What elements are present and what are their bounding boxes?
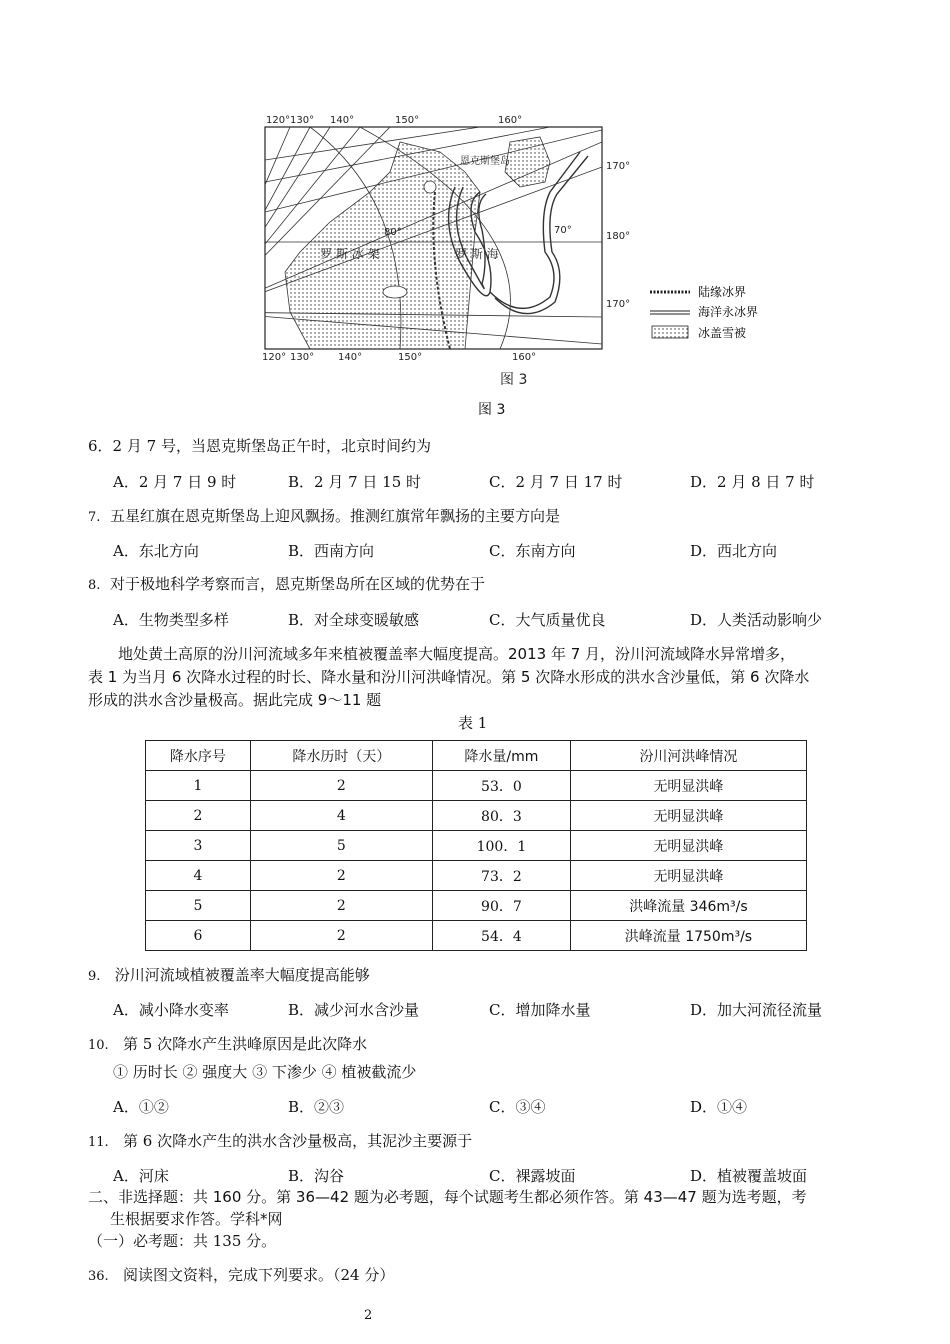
option[interactable]: B．减少河水含沙量	[288, 1001, 420, 1019]
lon-label-bottom: 160°	[512, 352, 537, 363]
section-2-heading-cont: 生根据要求作答。学科*网	[110, 1210, 283, 1228]
question-number: 6．	[88, 437, 113, 455]
figure-caption: 图 3	[478, 402, 506, 418]
option[interactable]: B．沟谷	[288, 1167, 345, 1185]
lon-label-right: 170°	[606, 299, 631, 310]
option[interactable]: B．对全球变暖敏感	[288, 611, 420, 629]
table-row	[146, 891, 807, 921]
table-header-row	[146, 741, 807, 771]
question-number: 7.	[88, 510, 101, 525]
legend-label: 冰盖雪被	[698, 326, 747, 340]
table-cell: 53．0	[432, 771, 570, 801]
table-cell: 54．4	[432, 921, 570, 951]
table-row	[146, 861, 807, 891]
table-header: 降水量/mm	[432, 741, 570, 771]
required-section-label: （一）必考题：共 135 分。	[88, 1232, 277, 1250]
lon-label-top: 150°	[395, 115, 420, 126]
option[interactable]: C．裸露坡面	[489, 1167, 576, 1185]
section-2-heading: 二、非选择题：共 160 分。第 36—42 题为必考题，每个试题考生都必须作答。第 43—47 题为选考题，考	[88, 1188, 807, 1206]
lat-label: 70°	[554, 225, 572, 236]
passage-line: 形成的洪水含沙量极高。据此完成 9～11 题	[88, 691, 382, 709]
island-label: 恩克斯堡岛	[460, 156, 510, 167]
table-cell: 73．2	[432, 861, 570, 891]
table-cell: 洪峰流量 346m³/s	[570, 891, 806, 921]
question-number: 9.	[88, 969, 101, 984]
lon-label-top: 140°	[330, 115, 355, 126]
option[interactable]: B．西南方向	[288, 542, 375, 560]
table-cell: 2	[250, 771, 432, 801]
option[interactable]: D．2 月 8 日 7 时	[690, 473, 815, 491]
table-cell: 5	[250, 831, 432, 861]
table-cell: 6	[146, 921, 251, 951]
table-cell: 4	[146, 861, 251, 891]
table-header: 降水序号	[146, 741, 251, 771]
ice-shelf-label: 罗 斯 冰 架	[320, 247, 380, 261]
legend-label: 海洋永冰界	[698, 305, 759, 319]
option[interactable]: B．②③	[288, 1098, 345, 1116]
question-6	[88, 436, 431, 456]
table-header: 降水历时（天）	[250, 741, 432, 771]
table-cell: 5	[146, 891, 251, 921]
question-text: 对于极地科学考察而言，恩克斯堡岛所在区域的优势在于	[109, 575, 485, 593]
question-text: 第 6 次降水产生的洪水含沙量极高，其泥沙主要源于	[123, 1132, 473, 1150]
lon-label-right: 180°	[606, 231, 631, 242]
option[interactable]: A．东北方向	[113, 542, 199, 560]
question-8	[88, 574, 485, 596]
lon-label-top: 160°	[498, 115, 523, 126]
question-number: 10.	[88, 1038, 109, 1053]
lon-label-bottom: 130°	[290, 352, 315, 363]
table-cell: 洪峰流量 1750m³/s	[570, 921, 806, 951]
option[interactable]: C．2 月 7 日 17 时	[489, 473, 623, 491]
question-11	[88, 1131, 472, 1153]
lon-label-bottom: 150°	[398, 352, 423, 363]
table-row	[146, 771, 807, 801]
question-number: 11.	[88, 1135, 109, 1150]
option[interactable]: A．2 月 7 日 9 时	[113, 473, 237, 491]
table-title: 表 1	[458, 714, 488, 732]
question-10	[88, 1034, 367, 1056]
option[interactable]: D．加大河流径流量	[690, 1001, 823, 1019]
option[interactable]: D．植被覆盖坡面	[690, 1167, 808, 1185]
option[interactable]: A．河床	[113, 1167, 169, 1185]
table-row	[146, 831, 807, 861]
table-cell: 80．3	[432, 801, 570, 831]
question-text: 五星红旗在恩克斯堡岛上迎风飘扬。推测红旗常年飘扬的主要方向是	[109, 507, 560, 525]
question-9	[88, 965, 370, 987]
sea-label: 罗 斯 海	[455, 247, 499, 261]
question-10-statements: ① 历时长 ② 强度大 ③ 下渗少 ④ 植被截流少	[113, 1063, 417, 1081]
table-cell: 2	[250, 861, 432, 891]
table-row	[146, 921, 807, 951]
option[interactable]: C．大气质量优良	[489, 611, 606, 629]
lon-label-bottom: 120°	[262, 352, 287, 363]
legend	[650, 284, 758, 340]
option[interactable]: A．减小降水变率	[113, 1001, 229, 1019]
lon-label-bottom: 140°	[338, 352, 363, 363]
table-cell: 无明显洪峰	[570, 771, 806, 801]
question-text: 阅读图文资料，完成下列要求。（24 分）	[123, 1266, 395, 1284]
table-cell: 2	[250, 921, 432, 951]
lon-label-right: 170°	[606, 161, 631, 172]
table-cell: 3	[146, 831, 251, 861]
option[interactable]: A．①②	[113, 1098, 169, 1116]
option[interactable]: B．2 月 7 日 15 时	[288, 473, 422, 491]
question-number: 36.	[88, 1269, 109, 1284]
table-cell: 无明显洪峰	[570, 831, 806, 861]
lon-label-top: 120°	[266, 115, 291, 126]
option[interactable]: C．东南方向	[489, 542, 576, 560]
question-number: 8.	[88, 578, 101, 593]
precipitation-table	[145, 740, 807, 951]
table-cell: 2	[250, 891, 432, 921]
question-text: 第 5 次降水产生洪峰原因是此次降水	[123, 1035, 368, 1053]
option[interactable]: C．增加降水量	[489, 1001, 591, 1019]
passage-line: 地处黄土高原的汾川河流域多年来植被覆盖率大幅度提高。2013 年 7 月，汾川河流域降水异常增多，	[118, 645, 796, 663]
table-cell: 2	[146, 801, 251, 831]
option[interactable]: A．生物类型多样	[113, 611, 229, 629]
dotted-box-icon	[652, 326, 688, 338]
question-text: 2 月 7 号，当恩克斯堡岛正午时，北京时间约为	[112, 437, 431, 455]
figure-3-map	[250, 112, 780, 394]
question-text: 汾川河流域植被覆盖率大幅度提高能够	[114, 966, 370, 984]
page-number: 2	[364, 1308, 373, 1323]
legend-label: 陆缘冰界	[698, 285, 747, 299]
option[interactable]: D．西北方向	[690, 542, 778, 560]
map-graphic	[250, 112, 780, 394]
table-row	[146, 801, 807, 831]
table-cell: 100．1	[432, 831, 570, 861]
lon-label-top: 130°	[290, 115, 315, 126]
option[interactable]: D．人类活动影响少	[690, 611, 823, 629]
table-cell: 1	[146, 771, 251, 801]
table-header: 汾川河洪峰情况	[570, 741, 806, 771]
lat-label: 80°	[384, 227, 402, 238]
question-7	[88, 506, 560, 528]
table-cell: 4	[250, 801, 432, 831]
question-36	[88, 1265, 394, 1287]
option[interactable]: D．①④	[690, 1098, 748, 1116]
table-cell: 90．7	[432, 891, 570, 921]
table-cell: 无明显洪峰	[570, 801, 806, 831]
figure-caption-inner: 图 3	[500, 372, 528, 388]
option[interactable]: C．③④	[489, 1098, 546, 1116]
passage-line: 表 1 为当月 6 次降水过程的时长、降水量和汾川河洪峰情况。第 5 次降水形成的洪水含沙量低，第 6 次降水	[88, 668, 810, 686]
table-cell: 无明显洪峰	[570, 861, 806, 891]
